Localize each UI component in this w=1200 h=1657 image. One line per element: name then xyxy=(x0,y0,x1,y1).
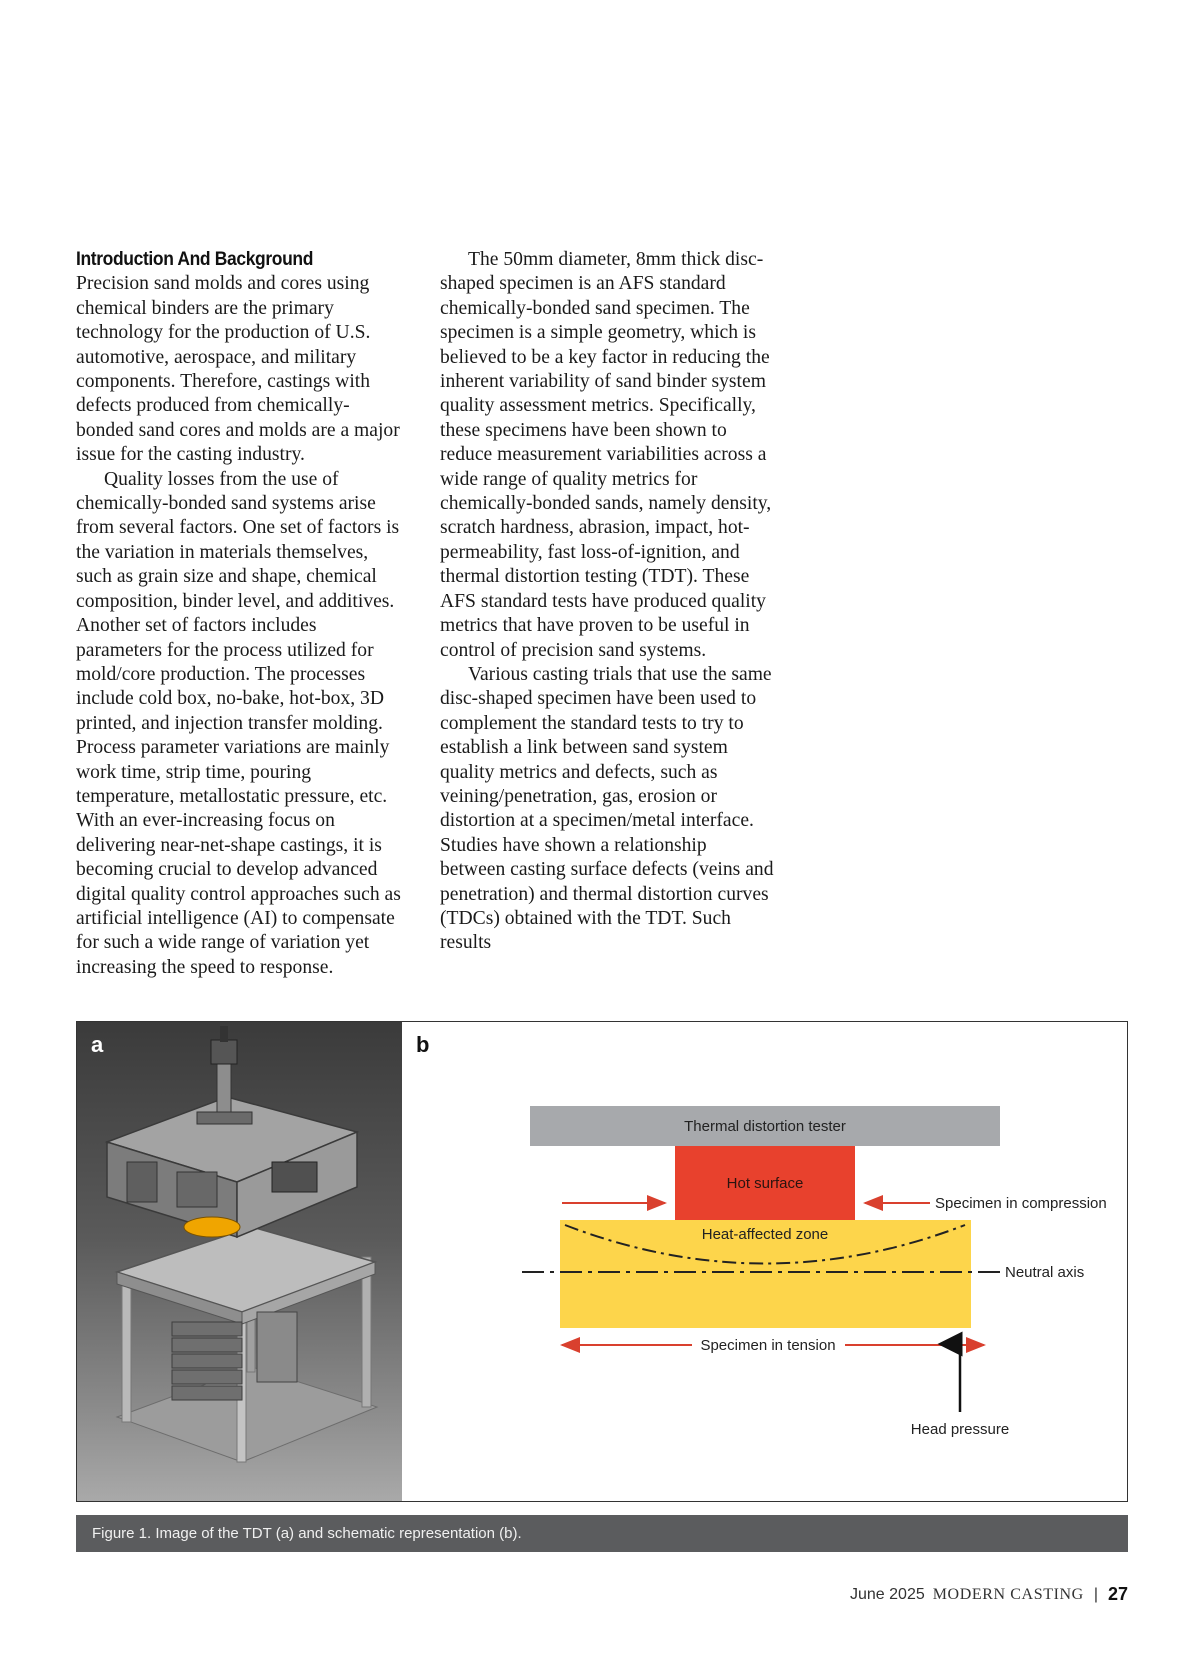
section-heading: Introduction And Background xyxy=(76,249,314,270)
panel-a-label: a xyxy=(91,1032,104,1057)
magazine-name: MODERN CASTING xyxy=(932,1585,1084,1603)
thermal-distortion-schematic xyxy=(402,1022,1128,1502)
article-left-column xyxy=(76,248,406,980)
issue-date: June 2025 xyxy=(850,1585,925,1603)
tdt-machine-image xyxy=(77,1022,402,1502)
tension-label: Specimen in tension xyxy=(700,1337,836,1354)
paragraph: Quality losses from the use of chemically-bonded sand systems arise from several factors. One set of factors is the variation in materials themselves, such as grain size and shape, chemical composition, binder level, and additives. Another set of factors includes parameters for the process utilized for mold/core production. The processes include cold box, no-bake, hot-box, 3D printed, and injection transfer molding. Process parameter variations are mainly work time, strip time, pouring temperature, metallostatic pressure, etc. With an ever-increasing focus on delivering near-net-shape castings, it is becoming crucial to develop advanced digital quality control approaches such as artificial intelligence (AI) to compensate for such a wide range of variation yet increasing the speed to response. xyxy=(76,468,401,978)
figure-caption: Figure 1. Image of the TDT (a) and schematic representation (b). xyxy=(76,1515,1128,1552)
paragraph: Precision sand molds and cores using chemical binders are the primary technology for the production of U.S. automotive, aerospace, and military components. Therefore, castings with defects produced from chemically-bonded sand cores and molds are a major issue for the casting industry. xyxy=(76,273,400,466)
neutral-axis-label: Neutral axis xyxy=(1005,1264,1085,1281)
figure-1 xyxy=(76,1021,1128,1502)
heat-zone-label: Heat-affected zone xyxy=(701,1226,829,1243)
footer-separator: | xyxy=(1093,1585,1098,1603)
tester-label: Thermal distortion tester xyxy=(684,1118,846,1135)
page-number: 27 xyxy=(1107,1584,1128,1604)
paragraph: Various casting trials that use the same disc-shaped specimen have been used to complement the standard tests to try to establish a link between sand system quality metrics and defects, such as veining/penetration, gas, erosion or distortion at a specimen/metal interface. Studies have shown a relationship between casting surface defects (veins and penetration) and thermal distortion curves (TDCs) obtained with the TDT. Such results xyxy=(440,663,774,954)
page-footer xyxy=(850,1584,1128,1605)
head-pressure-label: Head pressure xyxy=(910,1421,1010,1438)
tdt-photo-panel xyxy=(77,1022,402,1501)
panel-b-label: b xyxy=(416,1032,430,1057)
paragraph: The 50mm diameter, 8mm thick disc-shaped specimen is an AFS standard chemically-bonded sand specimen. The specimen is a simple geometry, which is believed to be a key factor in reducing the inherent variability of sand binder system quality assessment metrics. Specifically, these specimens have been shown to reduce measurement variabilities across a wide range of quality metrics for chemically-bonded sands, namely density, scratch hardness, abrasion, impact, hot-permeability, fast loss-of-ignition, and thermal distortion testing (TDT). These AFS standard tests have produced quality metrics that have proven to be useful in control of precision sand systems. xyxy=(440,249,772,661)
compression-label: Specimen in compression xyxy=(935,1195,1107,1212)
schematic-panel xyxy=(402,1022,1127,1501)
hot-surface-label: Hot surface xyxy=(726,1175,804,1192)
article-right-column xyxy=(440,248,775,956)
